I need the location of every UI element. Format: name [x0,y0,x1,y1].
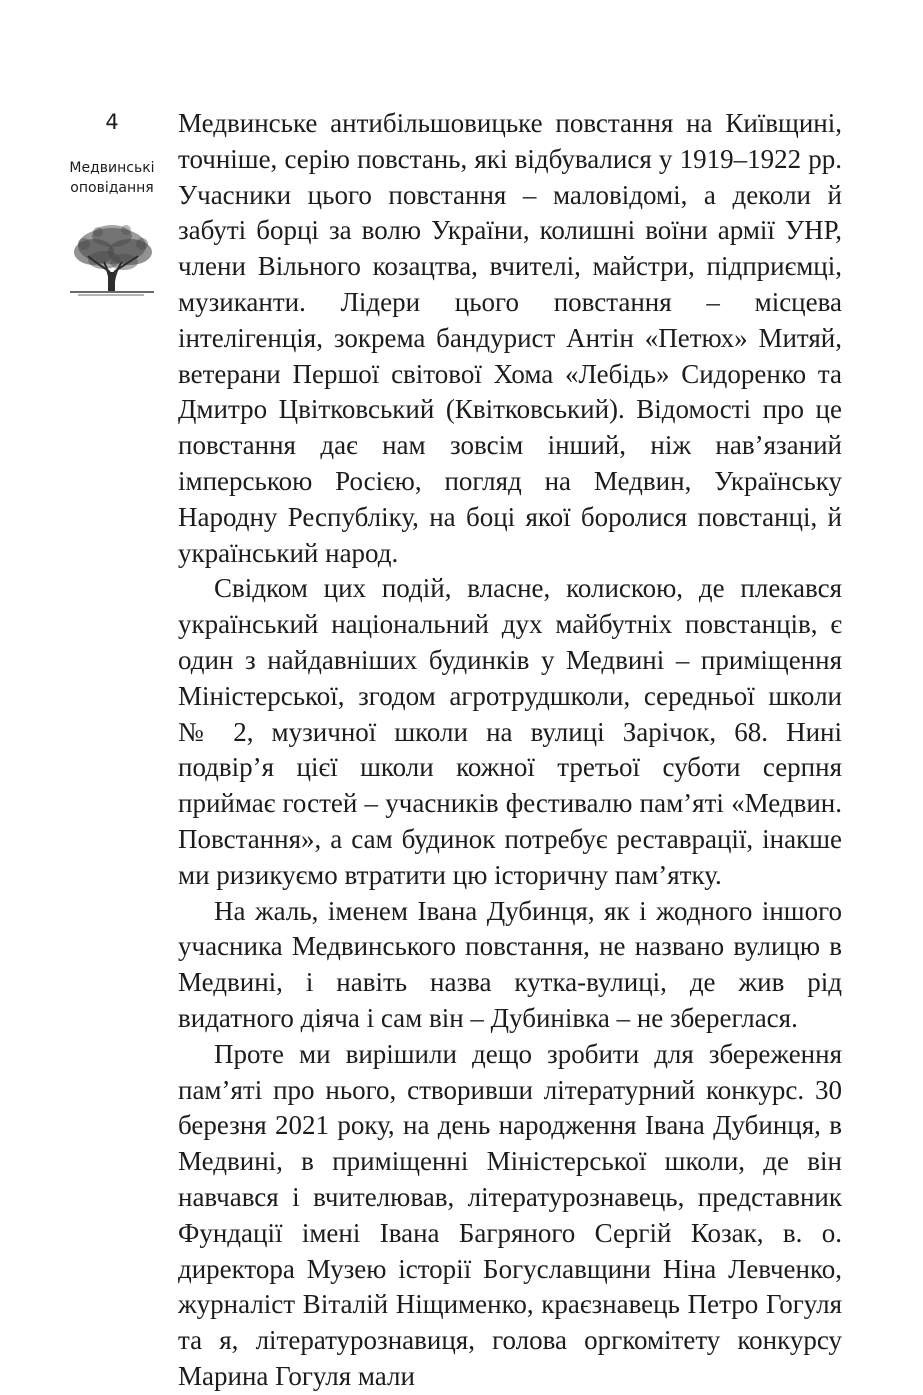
page-margin [58,108,166,302]
paragraph: Медвинське антибільшовицьке повстання на Київщині, точніше, серію повстань, які відбувалися у 1919–1922 рр. Учасники цього повстання – маловідомі, а деколи й забуті борці за волю України, колишні воїни армії УНР, члени Вільного козацтва, вчителі, майстри, підприємці, музиканти. Лідери цього повстання – місцева інтелігенція, зокрема бандурист Антін «Петюх» Митяй, ветерани Першої світової Хома «Лебідь» Сидоренко та Дмитро Цвітковський (Квітковський). Відомості про це повстання дає нам зовсім інший, ніж нав’язаний імперською Росією, погляд на Медвин, Українську Народну Республіку, на боці якої боролися повстанці, й український народ. [178,108,842,568]
paragraph: Свідком цих подій, власне, колискою, де плекався український національний дух майбутніх повстанців, є один з найдавніших будинків у Медвині – приміщення Міністерської, згодом агротрудшколи, середньої школи № 2, музичної школи на вулиці Зарічок, 68. Нині подвір’я цієї школи кожної третьої суботи серпня приймає гостей – учасників фестивалю пам’яті «Медвин. Повстання», а сам будинок потребує реставрації, інакше ми ризикуємо втратити цю історичну пам’ятку. [178,573,842,890]
page-number: 4 [105,110,119,134]
paragraph: Проте ми вирішили дещо зробити для збереження пам’яті про нього, створивши літературний конкурс. 30 березня 2021 року, на день народження Івана Дубинця, в Медвині, в приміщенні Міністерської школи, де він навчався і вчителював, літературознавець, представник Фундації імені Івана Багряного Сергій Козак, в. о. директора Музею історії Богуславщини Ніна Левченко, журналіст Віталій Ніщименко, краєзнавець Петро Гогуля та я, літературознавиця, голова оргкомітету конкурсу Марина Гогуля мали [178,1038,842,1391]
tree-icon [64,222,160,298]
paragraph: На жаль, іменем Івана Дубинця, як і жодного іншого учасника Медвинського повстання, не названо вулицю в Медвині, і навіть назва кутка-вулиці, де жив рід видатного діяча і сам він – Дубинівка – не збереглася. [178,895,842,1033]
running-head: Медвинські оповідання [69,160,155,196]
main-text [178,106,842,1395]
